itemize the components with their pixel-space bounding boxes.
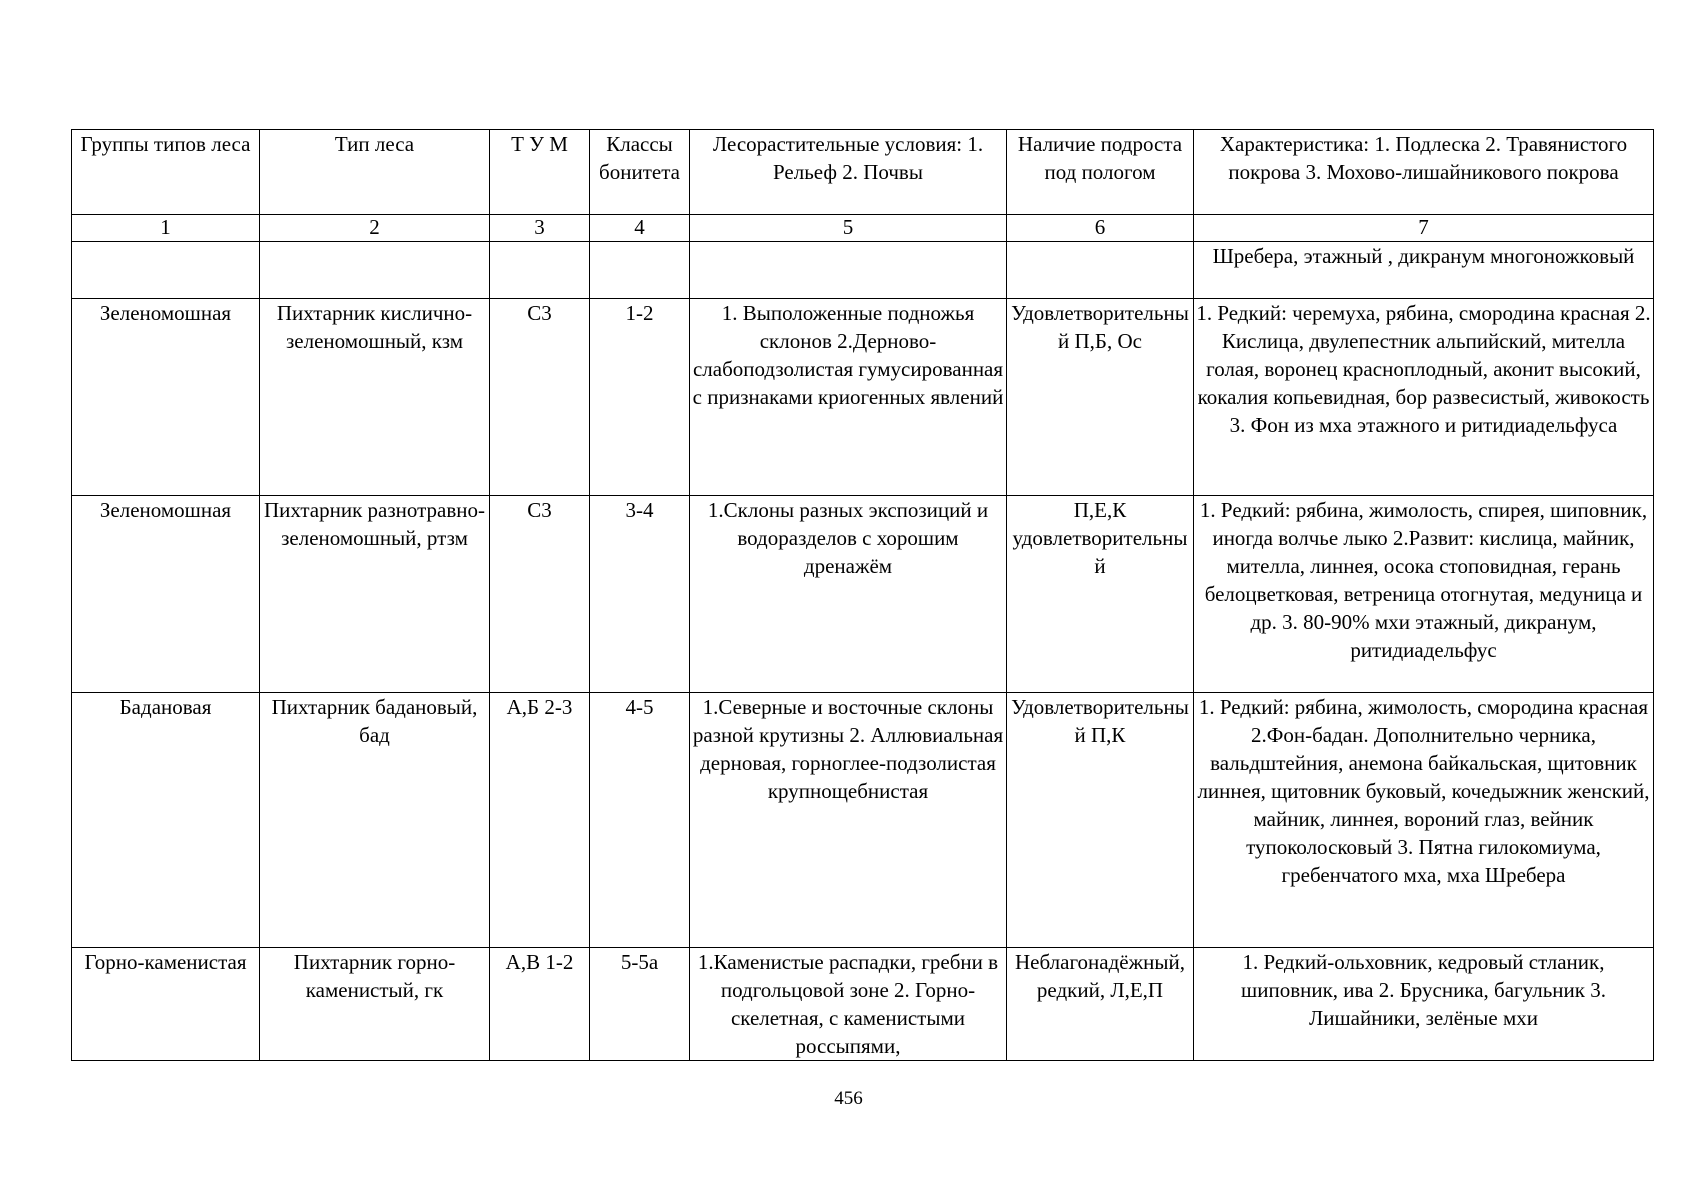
cell-undergrowth: Удовлетворительный П,К: [1007, 693, 1194, 948]
cell-group: Горно-каменистая: [72, 948, 260, 1061]
cell-bonitet: 5-5а: [590, 948, 690, 1061]
cell-characteristics: 1. Редкий: рябина, жимолость, спирея, шиповник, иногда волчье лыко 2.Развит: кислица, майник, мителла, линнея, осока стоповидная, герань белоцветковая, ветреница отогнутая, медуница и др. 3. 80-90% мхи этажный, дикранум, ритидиадельфус: [1194, 496, 1654, 693]
column-number-row: [72, 215, 1654, 242]
table-row: [72, 242, 1654, 299]
cell-conditions: 1. Выположенные подножья склонов 2.Дерново-слабоподзолистая гумусированная с признаками криогенных явлений: [690, 299, 1007, 496]
cell-characteristics: 1. Редкий: рябина, жимолость, смородина красная 2.Фон-бадан. Дополнительно черника, вальдштейния, анемона байкальская, щитовник линнея, щитовник буковый, кочедыжник женский, майник, линнея, вороний глаз, вейник тупоколосковый 3. Пятна гилокомиума, гребенчатого мха, мха Шребера: [1194, 693, 1654, 948]
cell-bonitet: Классы бонитета: [590, 130, 690, 215]
table-body: [72, 130, 1654, 1061]
cell-tum: С3: [490, 496, 590, 693]
cell-bonitet: 4: [590, 215, 690, 242]
cell-forest-type: Пихтарник бадановый, бад: [260, 693, 490, 948]
cell-characteristics: Шребера, этажный , дикранум многоножковый: [1194, 242, 1654, 299]
cell-characteristics: Характеристика: 1. Подлеска 2. Травянистого покрова 3. Мохово-лишайникового покрова: [1194, 130, 1654, 215]
cell-conditions: Лесорастительные условия: 1. Рельеф 2. Почвы: [690, 130, 1007, 215]
cell-bonitet: 4-5: [590, 693, 690, 948]
cell-bonitet: 1-2: [590, 299, 690, 496]
table-row: [72, 299, 1654, 496]
cell-forest-type: Пихтарник разнотравно-зеленомошный, ртзм: [260, 496, 490, 693]
cell-forest-type: Тип леса: [260, 130, 490, 215]
cell-forest-type: Пихтарник горно-каменистый, гк: [260, 948, 490, 1061]
cell-characteristics: 1. Редкий: черемуха, рябина, смородина красная 2. Кислица, двулепестник альпийский, мителла голая, воронец красноплодный, аконит высокий, кокалия копьевидная, бор развесистый, живокость 3. Фон из мха этажного и ритидиадельфуса: [1194, 299, 1654, 496]
cell-forest-type: 2: [260, 215, 490, 242]
cell-group: Зеленомошная: [72, 496, 260, 693]
cell-group: [72, 242, 260, 299]
cell-characteristics: 1. Редкий-ольховник, кедровый стланик, шиповник, ива 2. Брусника, багульник 3. Лишайники, зелёные мхи: [1194, 948, 1654, 1061]
page-number: 456: [834, 1088, 863, 1109]
cell-conditions: 1.Каменистые распадки, гребни в подгольцовой зоне 2. Горно-скелетная, с каменистыми россыпями,: [690, 948, 1007, 1061]
cell-tum: Т У М: [490, 130, 590, 215]
cell-conditions: 1.Северные и восточные склоны разной крутизны 2. Аллювиальная дерновая, горноглее-подзолистая крупнощебнистая: [690, 693, 1007, 948]
table-row: [72, 693, 1654, 948]
table-row: [72, 948, 1654, 1061]
cell-undergrowth: 6: [1007, 215, 1194, 242]
forest-types-table: [71, 129, 1654, 1061]
cell-undergrowth: [1007, 242, 1194, 299]
table-row: [72, 496, 1654, 693]
cell-tum: 3: [490, 215, 590, 242]
table-header-row: [72, 130, 1654, 215]
cell-tum: С3: [490, 299, 590, 496]
cell-group: Группы типов леса: [72, 130, 260, 215]
cell-forest-type: [260, 242, 490, 299]
cell-group: Зеленомошная: [72, 299, 260, 496]
cell-conditions: 1.Склоны разных экспозиций и водоразделов с хорошим дренажём: [690, 496, 1007, 693]
cell-forest-type: Пихтарник кислично-зеленомошный, кзм: [260, 299, 490, 496]
cell-conditions: 5: [690, 215, 1007, 242]
cell-undergrowth: Неблагонадёжный, редкий, Л,Е,П: [1007, 948, 1194, 1061]
cell-group: 1: [72, 215, 260, 242]
cell-bonitet: [590, 242, 690, 299]
cell-characteristics: 7: [1194, 215, 1654, 242]
cell-conditions: [690, 242, 1007, 299]
cell-undergrowth: П,Е,К удовлетворительный: [1007, 496, 1194, 693]
cell-group: Бадановая: [72, 693, 260, 948]
cell-undergrowth: Наличие подроста под пологом: [1007, 130, 1194, 215]
cell-tum: А,В 1-2: [490, 948, 590, 1061]
cell-bonitet: 3-4: [590, 496, 690, 693]
cell-tum: [490, 242, 590, 299]
cell-tum: А,Б 2-3: [490, 693, 590, 948]
cell-undergrowth: Удовлетворительный П,Б, Ос: [1007, 299, 1194, 496]
